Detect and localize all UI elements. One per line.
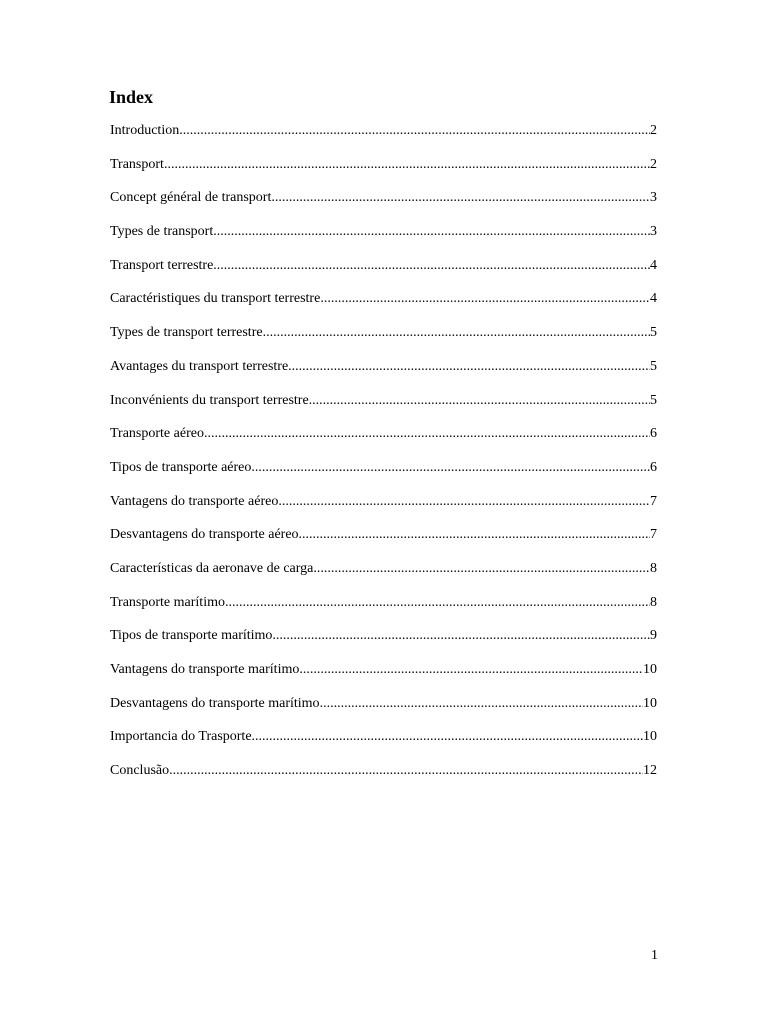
table-of-contents [110,121,657,795]
toc-entry[interactable] [110,323,657,357]
toc-entry[interactable] [110,694,657,728]
toc-entry-page: 6 [650,459,657,475]
toc-entry-page: 5 [650,392,657,408]
dot-leader [299,660,643,680]
dot-leader [320,694,643,714]
toc-entry-page: 8 [650,594,657,610]
dot-leader [299,525,650,545]
dot-leader [213,256,650,276]
toc-entry-page: 7 [650,493,657,509]
toc-entry-page: 3 [650,224,657,240]
toc-entry[interactable] [110,391,657,425]
dot-leader [271,188,650,208]
dot-leader [313,559,650,579]
dot-leader [252,727,643,747]
toc-entry-page: 5 [650,325,657,341]
toc-entry[interactable] [110,727,657,761]
toc-entry-page: 10 [643,662,657,677]
dot-leader [213,222,650,242]
toc-entry-label: Desvantagens do transporte aéreo [110,527,299,543]
toc-entry[interactable] [110,121,657,155]
page-title: Index [109,87,154,107]
toc-entry[interactable] [110,525,657,559]
toc-entry[interactable] [110,222,657,256]
dot-leader [164,155,650,175]
toc-entry[interactable] [110,761,657,795]
toc-entry[interactable] [110,188,657,222]
toc-entry[interactable] [110,357,657,391]
toc-entry[interactable] [110,458,657,492]
toc-entry-label: Concept général de transport [110,190,272,206]
toc-entry-label: Importancia do Trasporte [110,729,252,745]
toc-entry-label: Vantagens do transporte aéreo [110,493,279,509]
toc-entry[interactable] [110,492,657,526]
toc-entry-label: Transporte marítimo [110,594,225,610]
toc-entry-label: Conclusão [110,763,170,779]
dot-leader [251,458,650,478]
toc-entry[interactable] [110,660,657,694]
toc-entry-label: Avantages du transport terrestre [110,358,289,374]
toc-entry-page: 2 [650,123,657,138]
toc-entry-page: 8 [650,560,657,576]
toc-entry[interactable] [110,424,657,458]
toc-entry-label: Types de transport [110,224,214,240]
page-number: 1 [651,948,658,963]
toc-entry[interactable] [110,626,657,660]
toc-entry-page: 4 [650,257,657,273]
toc-entry-page: 6 [650,426,657,442]
toc-entry-page: 10 [643,729,657,745]
toc-entry[interactable] [110,155,657,189]
toc-entry-page: 7 [650,527,657,543]
dot-leader [263,323,650,343]
toc-entry-page: 4 [650,291,657,307]
toc-entry-label: Transport terrestre [110,257,214,273]
toc-entry-page: 2 [650,156,657,172]
dot-leader [225,593,650,613]
dot-leader [309,391,650,411]
toc-entry-page: 12 [643,763,657,779]
toc-entry[interactable] [110,256,657,290]
toc-entry-label: Inconvénients du transport terrestre [110,392,309,408]
toc-entry-label: Tipos de transporte aéreo [110,459,252,475]
toc-entry-label: Vantagens do transporte marítimo [110,662,300,677]
toc-entry-page: 3 [650,190,657,206]
dot-leader [169,761,643,781]
toc-entry-label: Transport [110,156,164,172]
toc-entry-page: 10 [643,695,657,711]
toc-entry-label: Caractéristiques du transport terrestre [110,291,321,307]
toc-entry-page: 5 [650,358,657,374]
toc-entry-label: Desvantagens do transporte marítimo [110,695,320,711]
toc-entry-label: Introduction [110,123,180,138]
toc-entry-page: 9 [650,628,657,644]
toc-entry-label: Tipos de transporte marítimo [110,628,273,644]
dot-leader [204,424,650,444]
toc-entry-label: Types de transport terrestre [110,325,263,341]
toc-entry[interactable] [110,559,657,593]
toc-entry-label: Características da aeronave de carga [110,560,314,576]
dot-leader [272,626,650,646]
dot-leader [320,289,650,309]
dot-leader [288,357,650,377]
toc-entry[interactable] [110,593,657,627]
dot-leader [278,492,650,512]
toc-entry-label: Transporte aéreo [110,426,204,442]
toc-entry[interactable] [110,289,657,323]
dot-leader [179,121,650,141]
